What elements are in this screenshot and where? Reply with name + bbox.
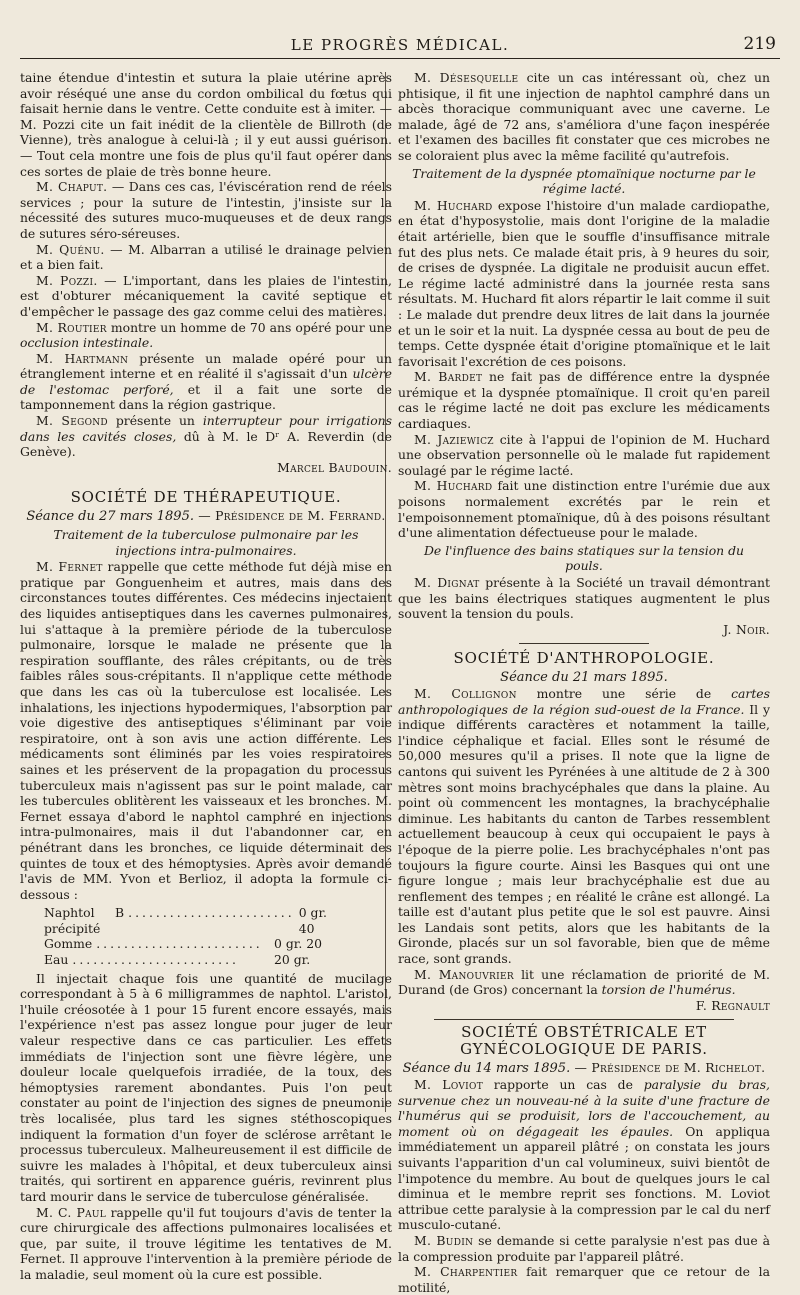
paragraph [398, 1077, 770, 1233]
speaker-name: M. Budin [414, 1232, 474, 1248]
italic-text: interrupteur pour irrigations dans les cavités closes, [20, 413, 393, 444]
author-signature: F. Regnault [695, 997, 770, 1013]
paragraph [20, 242, 392, 273]
session-date: Séance du 27 mars 1895. [26, 509, 194, 525]
speaker-name: M. Bardet [414, 369, 483, 385]
paragraph [20, 559, 392, 902]
speaker-name: M. Manouvrier [414, 966, 514, 982]
paragraph-text: rapporte un cas de [483, 1077, 644, 1093]
paragraph [398, 198, 770, 370]
paragraph-text: — M. Albarran a utilisé le drainage pelvien et a bien fait. [20, 241, 392, 273]
signature [398, 998, 770, 1014]
paragraph [398, 369, 770, 431]
formula-row [44, 936, 344, 952]
speaker-name: M. Fernet [36, 559, 103, 575]
italic-text: cartes anthropologiques de la région sud-ouest de la France. [398, 685, 770, 717]
speaker-name: M. Huchard [414, 478, 493, 494]
paragraph [398, 575, 770, 622]
paragraph-text: et il a fait une sorte de tamponnement dans la région gastrique. [20, 381, 392, 413]
paragraph [398, 1233, 770, 1264]
italic-text: occlusion intestinale. [20, 335, 154, 351]
speaker-name: M. Charpentier [414, 1264, 518, 1280]
session-line [398, 669, 770, 686]
paragraph [398, 478, 770, 540]
dose: 0 gr. 40 [298, 905, 327, 936]
running-header [20, 30, 780, 59]
speaker-name: M. Désesquelle [414, 70, 519, 85]
society-heading: SOCIÉTÉ OBSTÉTRICALE ET GYNÉCOLOGIQUE DE PARIS. [460, 1023, 708, 1059]
paragraph-text: se demande si cette paralysie n'est pas due à la compression produite par l'appareil plâtré. [398, 1232, 770, 1264]
signature [398, 622, 770, 638]
paragraph [398, 432, 770, 479]
paragraph-text: présente un malade opéré pour un étranglement interne et en réalité il s'agissait d'un [20, 350, 393, 382]
section-divider [434, 1019, 734, 1020]
italic-text: ulcère de l'estomac perforé, [20, 366, 392, 397]
formula-table [44, 905, 344, 967]
leader-dots: ........................ [72, 952, 239, 968]
paragraph-text: montre une série de [516, 685, 732, 701]
page-number: 219 [743, 34, 776, 54]
right-column [398, 70, 770, 1295]
paragraph [20, 273, 392, 320]
paragraph-text: — L'important, dans les plaies de l'intestin, est d'obturer mécaniquement la cavité septique et d'empêcher le passage des gaz comme celui des matières. [20, 272, 392, 319]
speaker-name: M. Pozzi. [36, 272, 98, 288]
ingredient: Gomme [44, 936, 93, 952]
paragraph-text: fait une distinction entre l'urémie due aux poisons normalement excrétés par le rein et l'empoisonnement ptomaïnique, dû à des poisons résultant d'une alimentation défectueuse pour le malade. [398, 478, 770, 541]
speaker-name: M. Loviot [414, 1077, 483, 1093]
leader-dots: ........................ [128, 905, 295, 921]
ingredient: Eau [44, 952, 69, 968]
paragraph: taine étendue d'intestin et sutura la plaie utérine après avoir réséqué une anse du cordon ombilical du fœtus qui faisait hernie dans le ventre. Cette conduite est à imiter. — M. Pozzi cite un fait inédit de la clientèle de Billroth (de Vienne), très analogue à celui-là ; il y eut aussi guérison. — Tout cela montre une fois de plus qu'il faut opérer dans ces sortes de plaie de très bonne heure. [20, 70, 392, 179]
session-line [398, 1060, 770, 1077]
paragraph-text: Il y indique différents caractères et notamment la taille, l'indice céphalique et facial. Elles sont le résumé de 50,000 mesures qu'il a prises. Il note que la ligne de cantons qui suivent les Pyrénées à une altitude de 2 à 300 mètres sont moins brachycéphales que dans la plaine. Au point où commencent les montagnes, la brachycéphalie diminue. Les habitants du canton de Tarbes ressemblent actuellement beaucoup à ceux qui occupaient le pays à l'époque de la pierre polie. Les brachycéphales n'ont pas toujours la figure courte. Ainsi les Basques qui ont une figure longue ; mais leur brachycéphalie est due au renflement des tempes ; en réalité le crâne est allongé. La taille est d'autant plus petite que le sol est pauvre. Ainsi les Landais sont petits, alors que les habitants de la Gironde, placés sur un sol favorable, bien que de même race, sont grands. [398, 701, 770, 967]
speaker-name: M. Hartmann [36, 350, 129, 366]
society-heading: SOCIÉTÉ DE THÉRAPEUTIQUE. [70, 488, 342, 507]
session-date: Séance du 14 mars 1895. [402, 1061, 571, 1077]
ingredient: Naphtol B précipité [44, 905, 125, 936]
italic-text: torsion de l'humérus. [601, 982, 736, 998]
paragraph [20, 179, 392, 241]
paragraph-text: On appliqua immédiatement un appareil plâtré ; on constata les jours suivants l'apparition d'un cal volumineux, suivi bientôt de l'impotence du membre. Au bout de quelques jours le cal diminua et le membre reprit ses fonctions. M. Loviot attribue cette paralysie à la compression par le cal du nerf musculo-cutané. [398, 1123, 770, 1233]
section-subtitle: Traitement de la tuberculose pulmonaire par les injections intra-pulmonaires. [53, 527, 359, 558]
session-presidency: — Présidence de M. Richelot. [570, 1060, 766, 1076]
speaker-name: M. Chaput. [36, 179, 108, 195]
speaker-name: M. C. Paul [36, 1204, 107, 1220]
paragraph-text: montre un homme de 70 ans opéré pour une [106, 319, 392, 335]
journal-title: LE PROGRÈS MÉDICAL. [290, 36, 510, 54]
paragraph [20, 1205, 392, 1283]
dose: 0 gr. 20 [274, 936, 322, 952]
formula-row [44, 905, 344, 936]
leader-dots: ........................ [96, 936, 263, 952]
italic-text: paralysie du bras, survenue chez un nouveau-né à la suite d'une fracture de l'humérus qui se produisit, lors de l'accouchement, au moment où on dégageait les épaules. [398, 1077, 770, 1139]
paragraph-text: lit une réclamation de priorité de M. Durand (de Gros) concernant la [398, 966, 770, 998]
paragraph-text: cite à l'appui de l'opinion de M. Huchard une observation personnelle où le malade fut rapidement soulagé par le régime lacté. [398, 431, 770, 478]
paragraph [20, 351, 392, 413]
author-signature: Marcel Baudouin. [277, 459, 392, 475]
paragraph [398, 686, 770, 967]
speaker-name: M. Segond [36, 413, 108, 429]
speaker-name: M. Collignon [414, 685, 517, 701]
session-date: Séance du 21 mars 1895. [500, 670, 668, 686]
paragraph [398, 1264, 770, 1295]
paragraph-text: rappelle que cette méthode fut déjà mise en pratique par Gonguenheim et autres, mais dans des circonstances toutes différentes. Ces médecins injectaient des liquides antiseptiques dans les cavernes pulmonaires, lui s'attaque à la première période de la tuberculose pulmonaire, lorsque le malade ne présente que la respiration soufflante, des râles crépitants, ou de très faibles râles sous-crépitants. Il n'applique cette méthode que dans les cas où la tuberculose est localisée. Les inhalations, les injections hypodermiques, l'absorption par voie digestive des antiseptiques s'éliminant par voie respiratoire, ont à son avis une action différente. Les médicaments sont éliminés par les voies respiratoires saines et les préservent de la propagation du processus tuberculeux mais n'agissent pas sur le point malade, car les tubercules oblitèrent les vaisseaux et les bronches. M. Fernet essaya d'abord le naphtol camphré en injections intra-pulmonaires, mais il dut l'abandonner car, en pénétrant dans les bronches, ce liquide déterminait des quintes de toux et des hémoptysies. Après avoir demandé l'avis de MM. Yvon et Berlioz, il adopta la formule ci-dessous : [20, 559, 393, 902]
paragraph-text: dû à M. le Dʳ A. Reverdin (de Genève). [20, 428, 392, 460]
paragraph-text: — Dans ces cas, l'éviscération rend de réels services ; pour la suture de l'intestin, j'insiste sur la nécessité des sutures muco-muqueuses et de deux rangs de sutures séro-séreuses. [20, 179, 392, 241]
speaker-name: M. Huchard [414, 197, 493, 213]
speaker-name: M. Quénu. [36, 241, 105, 257]
speaker-name: M. Jaziewicz [414, 431, 494, 447]
left-column [20, 70, 392, 1283]
section-divider [519, 643, 649, 644]
paragraph [20, 413, 392, 460]
paragraph: Il injectait chaque fois une quantité de mucilage correspondant à 5 à 6 milligrammes de naphtol. L'aristol, l'huile créosotée à 1 pour 15 furent encore essayés, mais l'expérience n'est pas assez longue pour juger de leur valeur respective dans ce cas particulier. Les effets immédiats de l'injection sont une fièvre légère, une douleur locale quelquefois irradiée, de la toux, des hémoptysies rarement abondantes. Puis l'on peut constater au point de l'injection des signes de pneumonie très localisée, plus tard les signes stéthoscopiques indiquent la formation d'un foyer de sclérose arrêtant le processus tuberculeux. Malheureusement il est difficile de suivre les malades à l'hôpital, et deux tuberculeux ainsi traités, qui sortirent en apparence guéris, revinrent plus tard mourir dans le service de tuberculose généralisée. [20, 970, 392, 1204]
section-subtitle: Traitement de la dyspnée ptomaïnique nocturne par le régime lacté. [412, 165, 756, 197]
signature [20, 460, 392, 476]
paragraph-text: expose l'histoire d'un malade cardiopathe, en état d'hyposystolie, mais dont l'origine de la maladie était artérielle, bien que le souffle d'insuffisance mitrale fut des plus nets. Ce malade était pris, à 9 heures du soir, de crises de dyspnée. La digitale ne produisit aucun effet. Le régime lacté administré dans la journée resta sans résultats. M. Huchard fit alors répartir le lait comme il suit : Le malade dut prendre deux litres de lait dans la journée et un le soir et la nuit. La dyspnée cessa au bout de peu de temps. Cette dyspnée était d'origine ptomaïnique et le lait favorisait l'excrétion de ces poisons. [398, 197, 770, 369]
paragraph-text: présente à la Société un travail démontrant que les bains électriques statiques augmentent le plus souvent la tension du pouls. [398, 575, 770, 622]
paragraph-text: cite un cas intéressant où, chez un phtisique, il fit une injection de naphtol camphré dans un abcès thoracique communiquant avec une caverne. Le malade, âgé de 72 ans, s'améliora d'une façon inespérée et l'examen des bacilles fit constater que ces microbes ne se coloraient plus avec la même facilité qu'autrefois. [398, 70, 770, 163]
dose: 20 gr. [274, 952, 311, 968]
paragraph [20, 320, 392, 351]
paragraph-text: ne fait pas de différence entre la dyspnée urémique et la dyspnée ptomaïnique. Il croit qu'en pareil cas le régime lacté ne doit pas exclure les médicaments cardiaques. [398, 369, 771, 432]
session-presidency: — Présidence de M. Ferrand. [193, 508, 386, 524]
paragraph [398, 967, 770, 998]
paragraph-text: fait remarquer que ce retour de la motilité, [398, 1264, 770, 1295]
section-subtitle: De l'influence des bains statiques sur la tension du pouls. [423, 542, 744, 574]
author-signature: J. Noir. [723, 621, 770, 637]
formula-row [44, 952, 344, 968]
session-line [20, 508, 392, 525]
speaker-name: M. Routier [36, 319, 107, 335]
paragraph-text: présente un [107, 413, 203, 429]
paragraph [398, 70, 770, 164]
speaker-name: M. Dignat [414, 575, 480, 590]
society-heading: SOCIÉTÉ D'ANTHROPOLOGIE. [453, 649, 715, 668]
paragraph-text: rappelle qu'il fut toujours d'avis de tenter la cure chirurgicale des affections pulmonaires localisées et que, par suite, il trouve légitime les tentatives de M. Fernet. Il approuve l'intervention à la première période de la maladie, seul moment où la cure est possible. [20, 1204, 392, 1282]
